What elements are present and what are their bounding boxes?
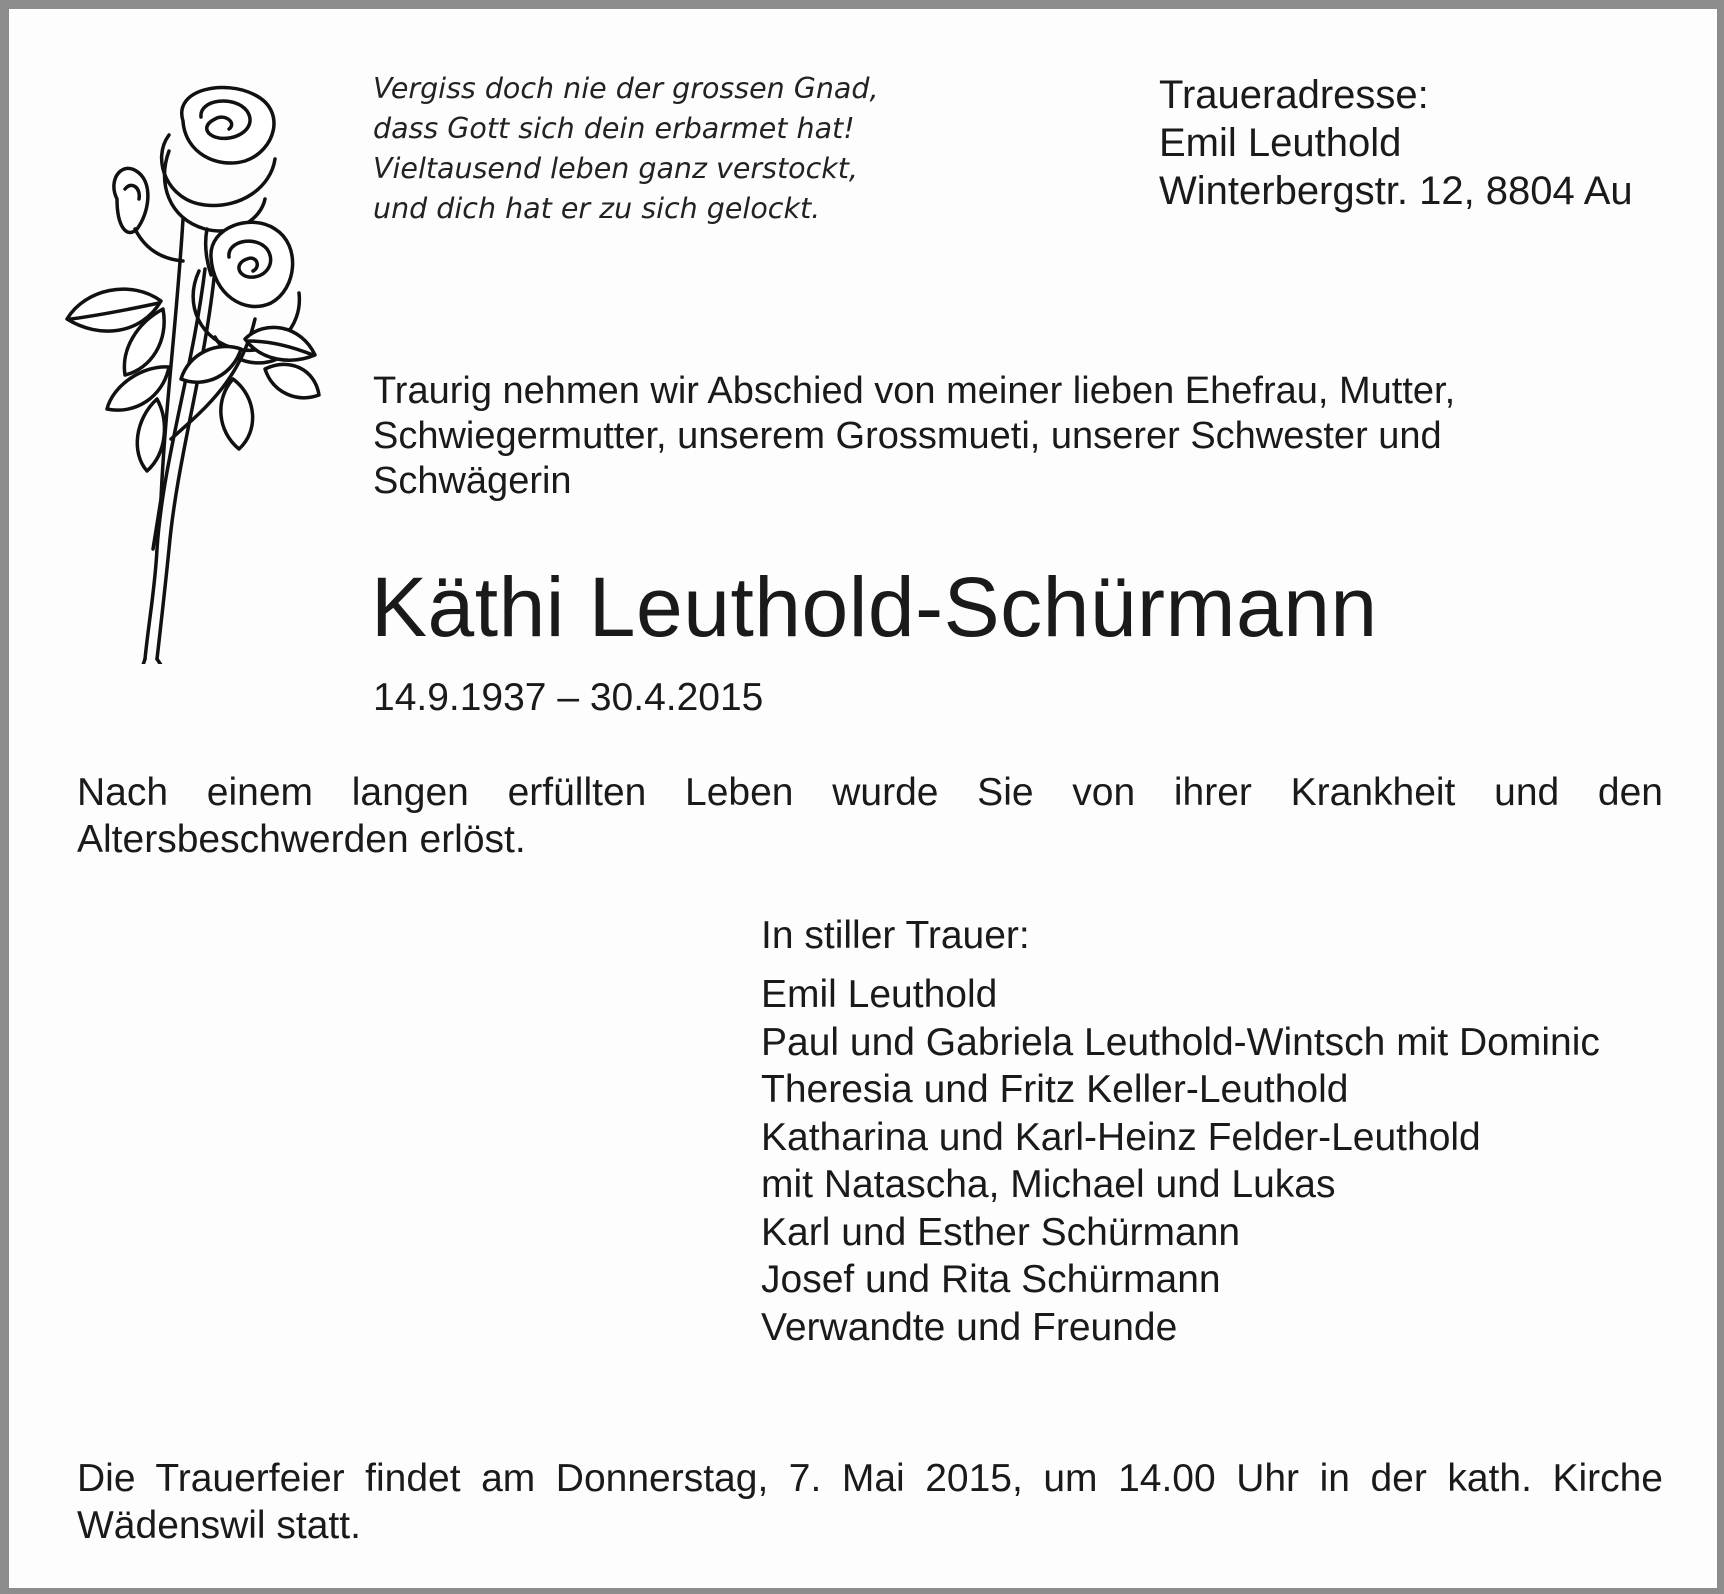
poem-verse [373, 69, 879, 229]
deceased-name: Käthi Leuthold-Schürmann [371, 560, 1378, 654]
mourning-heading: In stiller Trauer: [761, 914, 1030, 957]
poem-line: dass Gott sich dein erbarmet hat! [373, 112, 855, 145]
list-item: Emil Leuthold [761, 973, 998, 1016]
list-item: Josef und Rita Schürmann [761, 1258, 1221, 1301]
mourning-address [1159, 71, 1633, 215]
list-item: Karl und Esther Schürmann [761, 1210, 1241, 1254]
poem-line: und dich hat er zu sich gelockt. [373, 192, 821, 225]
address-street: Winterbergstr. 12, 8804 Au [1159, 169, 1633, 213]
life-dates: 14.9.1937 – 30.4.2015 [373, 676, 764, 719]
list-item: Paul und Gabriela Leuthold-Wintsch mit Dominic [761, 1020, 1600, 1064]
address-heading: Traueradresse: [1159, 73, 1429, 117]
rose-illustration [65, 79, 355, 664]
poem-line: Vieltausend leben ganz verstockt, [373, 152, 858, 185]
ceremony-notice: Die Trauerfeier findet am Donnerstag, 7. Mai 2015, um 14.00 Uhr in der kath. Kirche Wädenswil statt. [77, 1457, 1663, 1547]
list-item: Theresia und Fritz Keller-Leuthold [761, 1068, 1349, 1111]
list-item: Verwandte und Freunde [761, 1305, 1178, 1349]
list-item: mit Natascha, Michael und Lukas [761, 1163, 1336, 1206]
list-item: Katharina und Karl-Heinz Felder-Leuthold [761, 1115, 1481, 1159]
farewell-intro: Traurig nehmen wir Abschied von meiner lieben Ehefrau, Mutter, Schwiegermutter, unserem Grossmueti, unserer Schwester und Schwägerin [373, 370, 1456, 502]
poem-line: Vergiss doch nie der grossen Gnad, [373, 72, 879, 105]
message-paragraph: Nach einem langen erfüllten Leben wurde Sie von ihrer Krankheit und den Altersbeschwerden erlöst. [77, 771, 1663, 861]
address-name: Emil Leuthold [1159, 121, 1402, 165]
mourners-list [761, 971, 1600, 1351]
